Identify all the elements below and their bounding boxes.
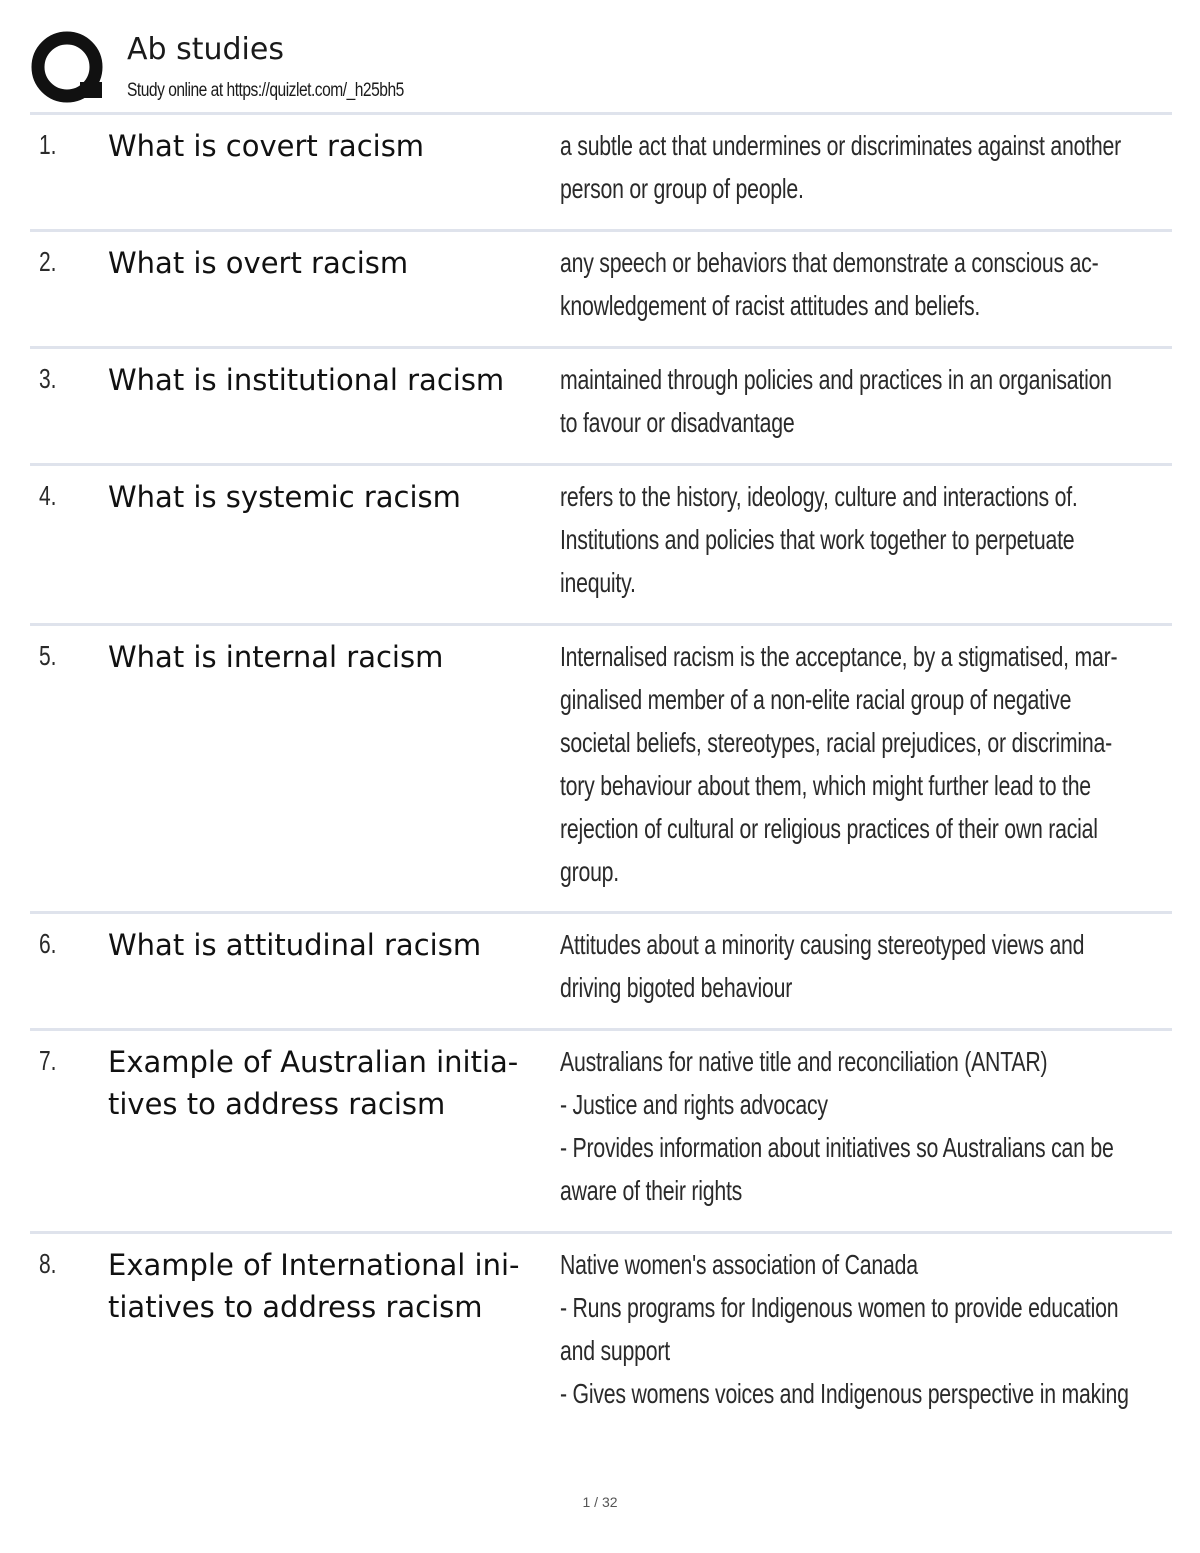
card-term: What is internal racism xyxy=(108,640,444,674)
definition-line: - Runs programs for Indigenous women to provide education xyxy=(560,1292,1119,1323)
study-online-link[interactable]: Study online at https://quizlet.com/_h25bh5 xyxy=(127,80,404,101)
card-number: 6. xyxy=(39,928,57,959)
definition-line: ginalised member of a non-elite racial group of negative xyxy=(560,684,1072,715)
term-line: Example of International ini- xyxy=(108,1248,520,1282)
definition-line: maintained through policies and practices in an organisation xyxy=(560,364,1112,395)
card-number: 7. xyxy=(39,1045,57,1076)
definition-line: Native women's association of Canada xyxy=(560,1249,918,1280)
definition-line: inequity. xyxy=(560,567,636,598)
definition-line: any speech or behaviors that demonstrate a conscious ac- xyxy=(560,247,1099,278)
definition-line: to favour or disadvantage xyxy=(560,407,795,438)
definition-line: and support xyxy=(560,1335,670,1366)
card-term: What is attitudinal racism xyxy=(108,928,482,962)
card-number: 1. xyxy=(39,129,57,160)
card-term: What is overt racism xyxy=(108,246,409,280)
card-number: 8. xyxy=(39,1248,57,1279)
card-definition xyxy=(560,923,1153,1009)
definition-line: refers to the history, ideology, culture and interactions of. xyxy=(560,481,1078,512)
card-definition xyxy=(560,124,1153,210)
definition-line: knowledgement of racist attitudes and beliefs. xyxy=(560,290,981,321)
card-number: 5. xyxy=(39,640,57,671)
flashcard-row xyxy=(30,466,1172,626)
page-header xyxy=(30,28,1172,112)
card-definition xyxy=(560,475,1153,604)
definition-line: person or group of people. xyxy=(560,173,804,204)
definition-line: aware of their rights xyxy=(560,1175,743,1206)
definition-line: societal beliefs, stereotypes, racial prejudices, or discrimina- xyxy=(560,727,1112,758)
page-indicator: 1 / 32 xyxy=(582,1494,618,1510)
definition-line: Institutions and policies that work together to perpetuate xyxy=(560,524,1075,555)
definition-line: driving bigoted behaviour xyxy=(560,972,793,1003)
flashcard-row xyxy=(30,914,1172,1031)
card-term: What is institutional racism xyxy=(108,363,505,397)
definition-line: a subtle act that undermines or discriminates against another xyxy=(560,130,1121,161)
card-term xyxy=(108,1041,538,1125)
definition-line: Attitudes about a minority causing stereotyped views and xyxy=(560,929,1085,960)
definition-line: - Gives womens voices and Indigenous perspective in making xyxy=(560,1378,1129,1409)
quizlet-logo-icon xyxy=(30,30,108,108)
term-line: Example of Australian initia- xyxy=(108,1045,519,1079)
card-term: What is systemic racism xyxy=(108,480,461,514)
flashcard-row xyxy=(30,626,1172,914)
card-number: 2. xyxy=(39,246,57,277)
card-definition xyxy=(560,358,1153,444)
flashcard-row xyxy=(30,115,1172,232)
card-term: What is covert racism xyxy=(108,129,425,163)
flashcard-list xyxy=(30,115,1172,1434)
card-definition xyxy=(560,1040,1153,1212)
card-term xyxy=(108,1244,538,1328)
card-number: 3. xyxy=(39,363,57,394)
definition-line: group. xyxy=(560,856,619,887)
card-definition xyxy=(560,241,1153,327)
card-definition xyxy=(560,635,1153,893)
flashcard-row xyxy=(30,232,1172,349)
term-line: tives to address racism xyxy=(108,1087,446,1121)
card-number: 4. xyxy=(39,480,57,511)
definition-line: - Provides information about initiatives so Australians can be xyxy=(560,1132,1114,1163)
term-line: tiatives to address racism xyxy=(108,1290,483,1324)
flashcard-row xyxy=(30,1234,1172,1434)
flashcard-row xyxy=(30,1031,1172,1234)
definition-line: Internalised racism is the acceptance, by a stigmatised, mar- xyxy=(560,641,1118,672)
definition-line: - Justice and rights advocacy xyxy=(560,1089,828,1120)
page-title: Ab studies xyxy=(127,32,284,67)
definition-line: rejection of cultural or religious practices of their own racial xyxy=(560,813,1098,844)
definition-line: Australians for native title and reconciliation (ANTAR) xyxy=(560,1046,1048,1077)
card-definition xyxy=(560,1243,1153,1415)
definition-line: tory behaviour about them, which might further lead to the xyxy=(560,770,1091,801)
flashcard-row xyxy=(30,349,1172,466)
